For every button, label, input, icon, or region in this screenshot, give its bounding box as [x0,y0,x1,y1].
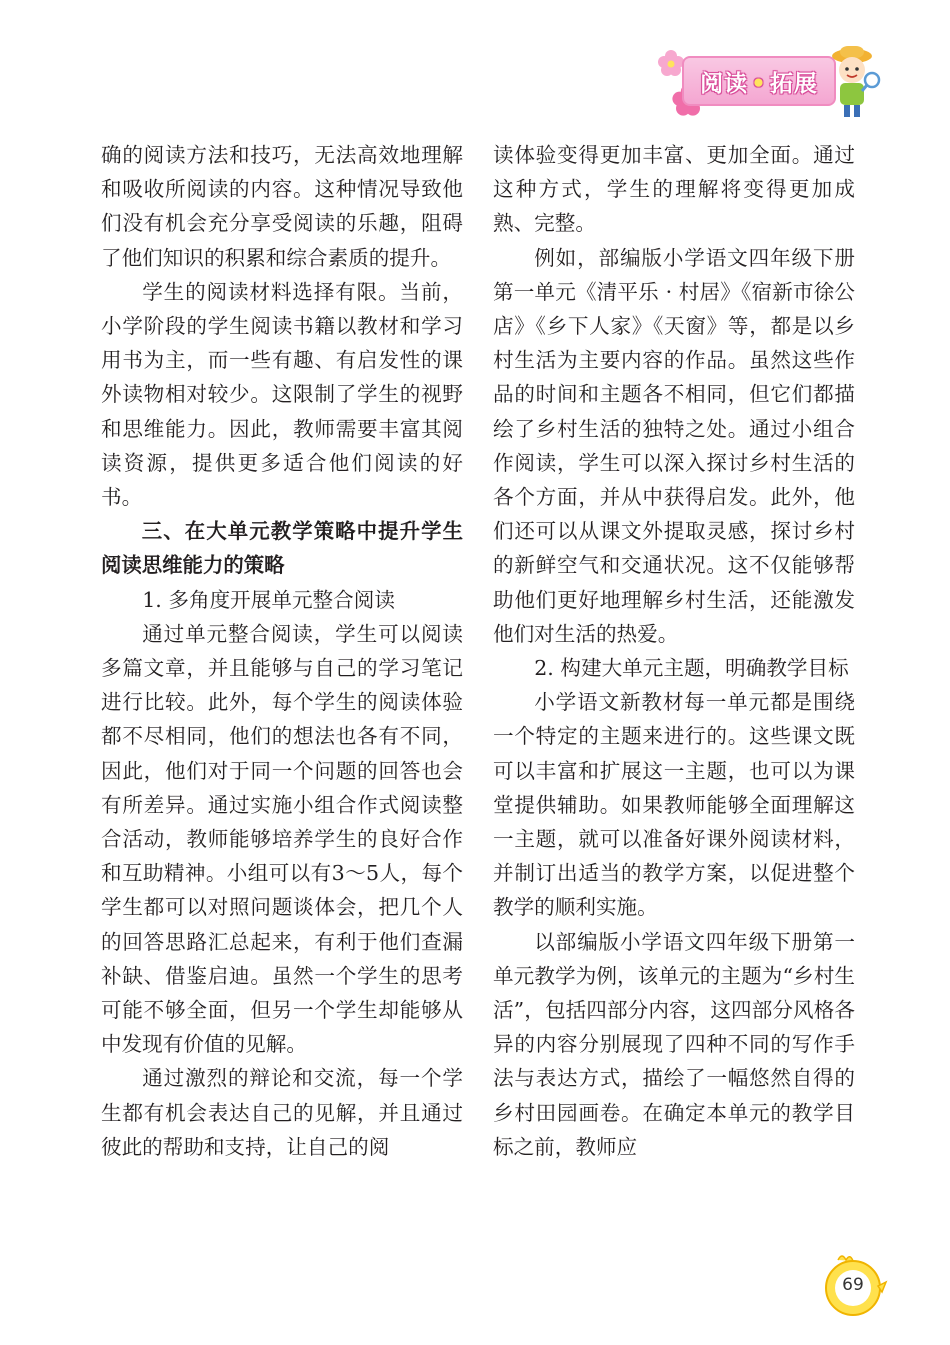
section-heading: 三、在大单元教学策略中提升学生阅读思维能力的策略 [101,519,463,578]
page-number-badge [818,1250,888,1320]
paragraph: 确的阅读方法和技巧，无法高效地理解和吸收所阅读的内容。这种情况导致他们没有机会充分享受阅读的乐趣，阻碍了他们知识的积累和综合素质的提升。 [101,143,463,270]
subheading: 2. 构建大单元主题，明确教学目标 [534,656,849,681]
paragraph: 以部编版小学语文四年级下册第一单元教学为例，该单元的主题为“乡村生活”，包括四部分内容，这四部分风格各异的内容分别展现了四种不同的写作手法与表达方式，描绘了一幅悠然自得的乡村田园画卷。在确定本单元的教学目标之前，教师应 [493,929,855,1159]
paragraph: 小学语文新教材每一单元都是围绕一个特定的主题来进行的。这些课文既可以丰富和扩展这一主题，也可以为课堂提供辅助。如果教师能够全面理解这一主题，就可以准备好课外阅读材料，并制订出适当的教学方案，以促进整个教学的顺利实施。 [493,690,855,920]
page-number: 69 [842,1275,864,1295]
paragraph: 通过激烈的辩论和交流，每一个学生都有机会表达自己的见解，并且通过彼此的帮助和支持，让自己的阅 [101,1066,463,1159]
paragraph: 通过单元整合阅读，学生可以阅读多篇文章，并且能够与自己的学习笔记进行比较。此外，每个学生的阅读体验都不尽相同，他们的想法也各有不同，因此，他们对于同一个问题的回答也会有所差异。通过实施小组合作式阅读整合活动，教师能够培养学生的良好合作和互助精神。小组可以有3～5人，每个学生都可以对照问题谈体会，把几个人的回答思路汇总起来，有利于他们查漏补缺、借鉴启迪。虽然一个学生的思考可能不够全面，但另一个学生却能够从中发现有价值的见解。 [101,621,463,1057]
right-column [493,138,855,1164]
left-column [101,138,463,1164]
paragraph: 学生的阅读材料选择有限。当前，小学阶段的学生阅读书籍以教材和学习用书为主，而一些有趣、有启发性的课外读物相对较少。这限制了学生的视野和思维能力。因此，教师需要丰富其阅读资源，提供更多适合他们阅读的好书。 [101,279,463,510]
badge-label [682,56,836,106]
badge-word-read: 阅读 [700,70,749,97]
badge-word-expand: 拓展 [769,70,818,97]
subheading: 1. 多角度开展单元整合阅读 [142,587,395,612]
paragraph: 例如，部编版小学语文四年级下册第一单元《清平乐 · 村居》《宿新市徐公店》《乡下人家》《天窗》等，都是以乡村生活为主要内容的作品。虽然这些作品的时间和主题各不相同，但它们都描绘了乡村生活的独特之处。通过小组合作阅读，学生可以深入探讨乡村生活的各个方面，并从中获得启发。此外，他们还可以从课文外提取灵感，探讨乡村的新鲜空气和交通状况。这不仅能够帮助他们更好地理解乡村生活，还能激发他们对生活的热爱。 [493,245,855,646]
child-mascot-icon [826,44,882,120]
badge-separator: • [751,70,767,97]
paragraph: 读体验变得更加丰富、更加全面。通过这种方式，学生的理解将变得更加成熟、完整。 [493,143,855,236]
section-header-badge [656,44,881,120]
